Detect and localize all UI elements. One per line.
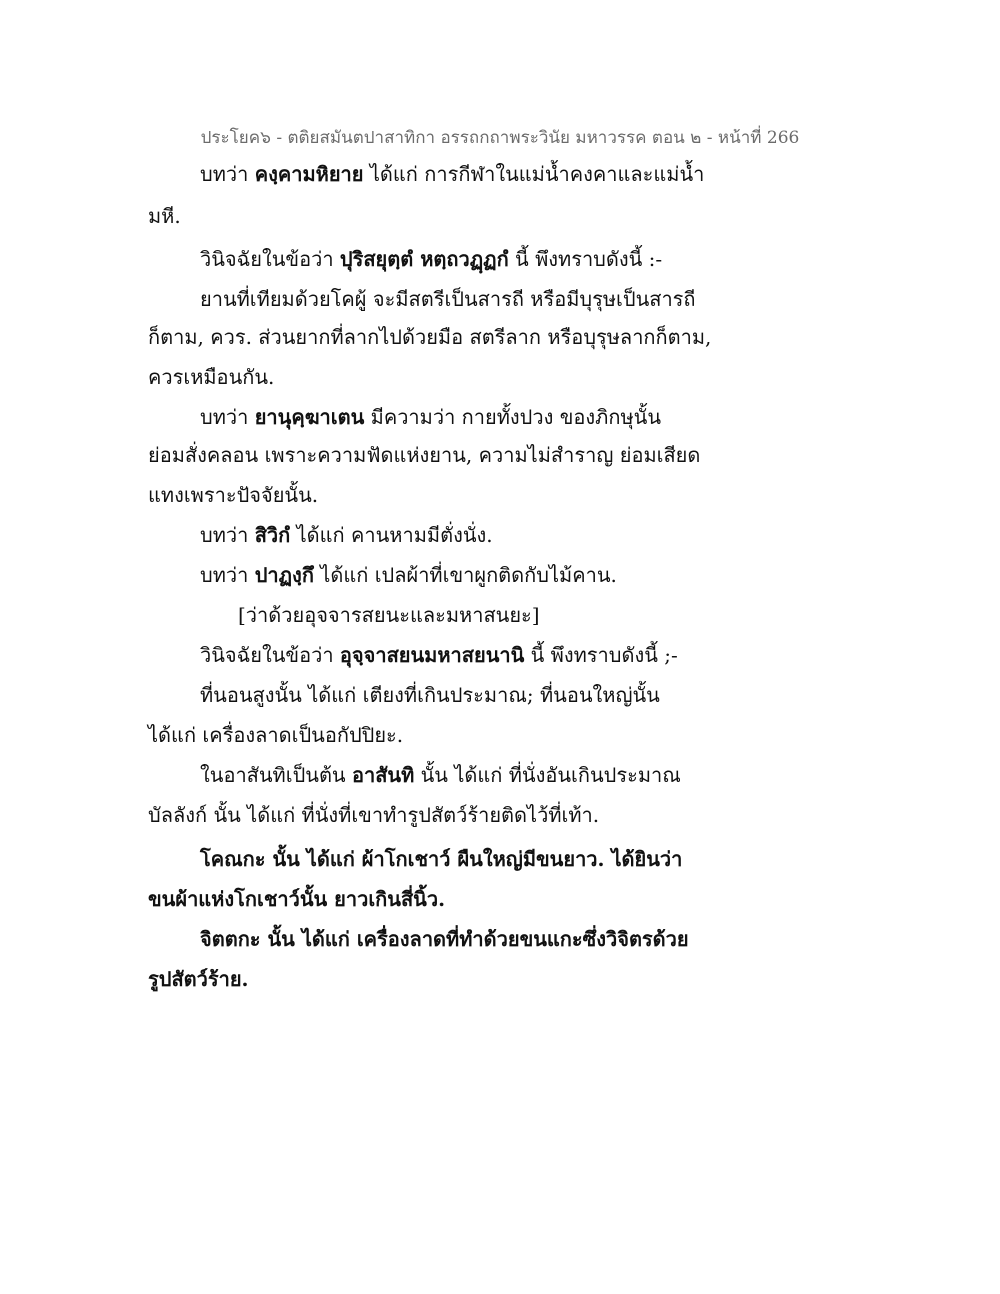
p3-line-1: ยานที่เทียมด้วยโคผู้ จะมีสตรีเป็นสารถี หรือมีบุรุษเป็นสารถี <box>200 287 696 311</box>
p6-definition: ได้แก่ เปลผ้าที่เขาผูกติดกับไม้คาน. <box>313 563 617 587</box>
p4-prefix: บทว่า <box>200 405 255 429</box>
p4-definition: มีความว่า กายทั้งปวง ของภิกษุนั้น <box>364 405 661 429</box>
p8-line-1: ที่นอนสูงนั้น ได้แก่ เตียงที่เกินประมาณ; ที่นอนใหญ่นั้น <box>200 683 660 707</box>
p5-pali-term: สิวิกํ <box>254 523 291 547</box>
p2-line-1 <box>200 245 662 273</box>
p10-line-2: ขนผ้าแห่งโกเชาว์นั้น ยาวเกินสี่นิ้ว. <box>148 887 446 911</box>
p5-prefix: บทว่า <box>200 523 255 547</box>
p9-line-2: บัลลังก์ นั้น ได้แก่ ที่นั่งที่เขาทำรูปสัตว์ร้ายติดไว้ที่เท้า. <box>148 803 600 827</box>
p9-line-1 <box>200 761 681 789</box>
p1-definition: ได้แก่ การกีฬาในแม่น้ำคงคาและแม่น้ำ <box>363 162 705 186</box>
p11-line-2: รูปสัตว์ร้าย. <box>148 967 249 991</box>
p11-line-1: จิตตกะ นั้น ได้แก่ เครื่องลาดที่ทำด้วยขนแกะซึ่งวิจิตรด้วย <box>200 927 689 951</box>
page-header: ประโยค๖ - ตติยสมันตปาสาทิกา อรรถกถาพระวินัย มหาวรรค ตอน ๒ - หน้าที่ 266 <box>200 128 800 148</box>
p3-line-3: ควรเหมือนกัน. <box>148 365 275 389</box>
p8-line-2: ได้แก่ เครื่องลาดเป็นอกัปปิยะ. <box>148 723 404 747</box>
p4-line-2: ย่อมสั่งคลอน เพราะความฟัดแห่งยาน, ความไม่สำราญ ย่อมเสียด <box>148 443 701 467</box>
p1-prefix: บทว่า <box>200 162 255 186</box>
section-heading: [ว่าด้วยอุจจารสยนะและมหาสนยะ] <box>238 603 540 627</box>
p6-line-1 <box>200 561 617 589</box>
p4-line-1 <box>200 403 661 431</box>
p9-prefix: ในอาสันทิเป็นต้น <box>200 763 352 787</box>
p6-pali-term: ปาฏงฺกึ <box>254 563 314 587</box>
p1-pali-term: คงฺคามหิยาย <box>254 162 364 186</box>
p1-line-1 <box>200 160 704 188</box>
p5-definition: ได้แก่ คานหามมีตั่งนั่ง. <box>290 523 493 547</box>
p4-pali-term: ยานุคฺฆาเตน <box>254 405 365 429</box>
p7-line-1 <box>200 641 678 669</box>
p9-pali-term: อาสันทิ <box>351 763 415 787</box>
p9-definition: นั้น ได้แก่ ที่นั่งอันเกินประมาณ <box>414 763 681 787</box>
p7-suffix: นี้ พึงทราบดังนี้ ;- <box>524 643 678 667</box>
p4-line-3: แทงเพราะปัจจัยนั้น. <box>148 483 319 507</box>
p3-line-2: ก็ตาม, ควร. ส่วนยากที่ลากไปด้วยมือ สตรีลาก หรือบุรุษลากก็ตาม, <box>148 325 712 349</box>
p1-line-2: มหี. <box>148 204 181 228</box>
p10-line-1: โคณกะ นั้น ได้แก่ ผ้าโกเชาว์ ผืนใหญ่มีขนยาว. ได้ยินว่า <box>200 847 683 871</box>
p2-prefix: วินิจฉัยในข้อว่า <box>200 247 340 271</box>
p6-prefix: บทว่า <box>200 563 255 587</box>
p2-suffix: นี้ พึงทราบดังนี้ :- <box>508 247 663 271</box>
p7-prefix: วินิจฉัยในข้อว่า <box>200 643 340 667</box>
p7-pali-term: อุจฺจาสยนมหาสยนานิ <box>339 643 525 667</box>
p2-pali-term: ปุริสยุตฺตํ หตฺถวฏฺฏกํ <box>339 247 509 271</box>
p5-line-1 <box>200 521 493 549</box>
